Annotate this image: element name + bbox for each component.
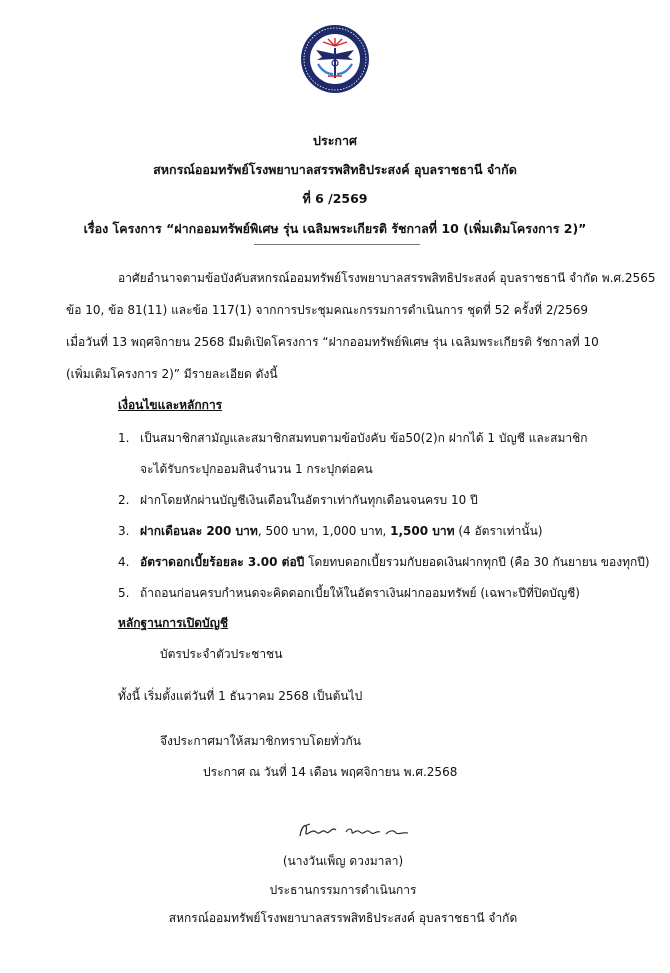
announced-date: ประกาศ ณ วันที่ 14 เดือน พฤศจิกายน พ.ศ.2568 bbox=[203, 765, 458, 779]
condition-number: 5. bbox=[118, 586, 130, 600]
condition-text: เป็นสมาชิกสามัญและสมาชิกสมทบตามข้อบังคับ ข้อ50(2)ก ฝากได้ 1 บัญชี และสมาชิก bbox=[140, 431, 588, 445]
condition-item-4 bbox=[118, 553, 650, 572]
announcement-subject: เรื่อง โครงการ “ฝากออมทรัพย์พิเศษ รุ่น เฉลิมพระเกียรติ รัชกาลที่ 10 (เพิ่มเติมโครงการ 2)” bbox=[83, 221, 587, 236]
condition-number: 4. bbox=[118, 555, 130, 569]
evidence-heading: หลักฐานการเปิดบัญชี bbox=[118, 616, 229, 630]
paragraph-line-1: อาศัยอำนาจตามข้อบังคับสหกรณ์ออมทรัพย์โรงพยาบาลสรรพสิทธิประสงค์ อุบลราชธานี จำกัด พ.ศ.2565 bbox=[118, 271, 656, 285]
signer-position: ประธานกรรมการดำเนินการ bbox=[269, 883, 417, 897]
condition-item-1-continued: จะได้รับกระปุกออมสินจำนวน 1 กระปุกต่อคน bbox=[140, 462, 373, 476]
condition-text: ถ้าถอนก่อนครบกำหนดจะคิดดอกเบี้ยให้ในอัตราเงินฝากออมทรัพย์ (เฉพาะปีที่ปิดบัญชี) bbox=[140, 586, 580, 600]
announcement-number: ที่ 6 /2569 bbox=[302, 191, 368, 206]
conditions-heading: เงื่อนไขและหลักการ bbox=[118, 398, 223, 412]
interest-rate-detail: โดยทบดอกเบี้ยรวมกับยอดเงินฝากทุกปี (คือ 30 กันยายน ของทุกปี) bbox=[304, 555, 650, 569]
condition-item-2 bbox=[118, 491, 478, 510]
condition-item-5 bbox=[118, 584, 580, 603]
deposit-rate-plain: , 500 บาท, 1,000 บาท, bbox=[257, 524, 391, 538]
condition-number: 3. bbox=[118, 524, 130, 538]
paragraph-line-4: (เพิ่มเติมโครงการ 2)” มีรายละเอียด ดังนี้ bbox=[66, 367, 278, 381]
cooperative-emblem-icon bbox=[300, 24, 370, 94]
condition-item-1 bbox=[118, 429, 588, 448]
paragraph-line-2: ข้อ 10, ข้อ 81(11) และข้อ 117(1) จากการประชุมคณะกรรมการดำเนินการ ชุดที่ 52 ครั้งที่ 2/2569 bbox=[66, 303, 589, 317]
deposit-rate-note: (4 อัตราเท่านั้น) bbox=[454, 524, 543, 538]
evidence-item: บัตรประจำตัวประชาชน bbox=[160, 647, 283, 661]
condition-number: 2. bbox=[118, 493, 130, 507]
condition-item-3 bbox=[118, 522, 543, 541]
deposit-rate-bold: ฝากเดือนละ 200 บาท bbox=[140, 524, 258, 538]
notice-text: จึงประกาศมาให้สมาชิกทราบโดยทั่วกัน bbox=[160, 734, 361, 748]
signer-organization: สหกรณ์ออมทรัพย์โรงพยาบาลสรรพสิทธิประสงค์ อุบลราชธานี จำกัด bbox=[168, 911, 518, 925]
condition-text: ฝากโดยหักผ่านบัญชีเงินเดือนในอัตราเท่ากันทุกเดือนจนครบ 10 ปี bbox=[140, 493, 478, 507]
organization-name: สหกรณ์ออมทรัพย์โรงพยาบาลสรรพสิทธิประสงค์ อุบลราชธานี จำกัด bbox=[153, 162, 517, 177]
condition-number: 1. bbox=[118, 431, 130, 445]
announcement-title: ประกาศ bbox=[313, 133, 357, 148]
effective-date: ทั้งนี้ เริ่มตั้งแต่วันที่ 1 ธันวาคม 2568 เป็นต้นไป bbox=[118, 689, 363, 703]
paragraph-line-3: เมื่อวันที่ 13 พฤศจิกายน 2568 มีมติเปิดโครงการ “ฝากออมทรัพย์พิเศษ รุ่น เฉลิมพระเกียรติ รัชกาลที่ 10 bbox=[66, 335, 599, 349]
interest-rate-bold: อัตราดอกเบี้ยร้อยละ 3.00 ต่อปี bbox=[140, 555, 305, 569]
header-divider bbox=[254, 244, 420, 245]
signer-name: (นางวันเพ็ญ ดวงมาลา) bbox=[282, 854, 404, 868]
deposit-rate-max: 1,500 บาท bbox=[390, 524, 455, 538]
handwritten-signature-icon bbox=[296, 818, 416, 842]
